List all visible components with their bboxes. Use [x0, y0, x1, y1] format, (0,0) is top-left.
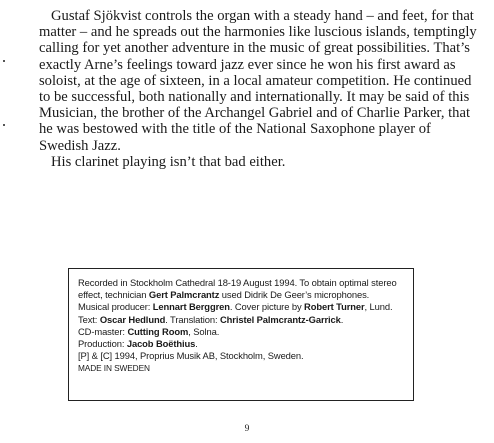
credits-line: [78, 326, 404, 338]
credits-text: .: [340, 313, 344, 325]
credits-text: . Translation:: [165, 313, 220, 325]
credits-line: [78, 289, 404, 301]
paragraph: His clarinet playing isn’t that bad either.: [51, 153, 286, 170]
body-text: [39, 8, 479, 170]
credits-line: [78, 314, 404, 326]
credits-text: Recorded in Stockholm Cathedral 18-19 August 1994. To obtain optimal stereo: [78, 277, 397, 288]
credits-text: . Cover picture by: [229, 301, 305, 313]
credits-text: Production:: [78, 338, 127, 350]
credits-text: CD-master:: [78, 325, 128, 337]
credits-text: .: [195, 338, 198, 350]
credits-box: [68, 268, 414, 401]
credits-line: [78, 277, 404, 289]
credits-name: Robert Turner: [304, 301, 365, 313]
credits-text: , Solna.: [188, 325, 220, 337]
made-in-sweden: MADE IN SWEDEN: [78, 363, 150, 374]
credits-text: Musical producer:: [78, 301, 153, 313]
credits-name: Gert Palmcrantz: [148, 289, 220, 301]
margin-mark: [3, 60, 5, 62]
credits-text: [P] & [C] 1994, Proprius Musik AB, Stockholm, Sweden.: [78, 350, 304, 362]
credits-name: Cutting Room: [127, 325, 189, 337]
page-number: 9: [244, 424, 250, 434]
credits-text: effect, technician: [78, 289, 149, 301]
credits-line: [78, 301, 404, 313]
credits-line: [78, 350, 404, 362]
credits-line: [78, 362, 404, 374]
credits-line: [78, 338, 404, 350]
credits-text: Text:: [78, 313, 100, 325]
credits-text: , Lund.: [364, 301, 393, 313]
margin-mark: [3, 124, 5, 126]
credits-text: used Didrik De Geer’s microphones.: [219, 289, 370, 301]
credits-name: Jacob Boëthius: [126, 338, 196, 350]
credits-name: Lennart Berggren: [152, 301, 230, 313]
paragraph: Gustaf Sjökvist controls the organ with a steady hand – and feet, for that matter – and he spreads out the harmonies like luscious islands, temptingly calling for yet another adventure in the music of great possibilities. That’s exactly Arne’s feelings toward jazz ever since he won his first award as soloist, at the age of sixteen, in a local amateur competition. He continued to be successful, both nationally and internationally. It may be said of this Musician, the brother of the Archangel Gabriel and of Charlie Parker, that he was bestowed with the title of the National Saxophone player of Swedish Jazz.: [39, 8, 477, 154]
credits-name: Christel Palmcrantz-Garrick: [219, 313, 341, 325]
credits-name: Oscar Hedlund: [99, 313, 166, 325]
